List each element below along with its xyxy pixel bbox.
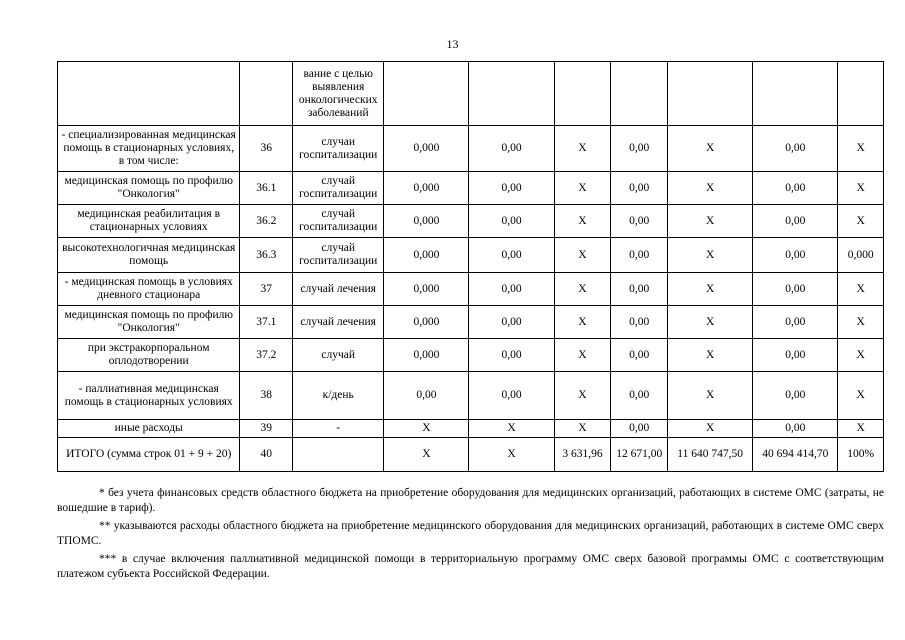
value-cell: X xyxy=(554,273,611,306)
value-cell: 0,00 xyxy=(611,339,668,372)
row-code-cell: 36.1 xyxy=(240,172,293,205)
value-cell: 12 671,00 xyxy=(611,438,668,472)
row-code-cell: 36 xyxy=(240,126,293,172)
row-name-cell: иные расходы xyxy=(58,420,240,438)
value-cell: X xyxy=(668,420,753,438)
value-cell xyxy=(668,62,753,126)
value-cell: X xyxy=(554,372,611,420)
table-row xyxy=(58,126,884,172)
value-cell: X xyxy=(469,420,554,438)
value-cell: X xyxy=(668,339,753,372)
value-cell: 0,00 xyxy=(469,172,554,205)
row-code-cell: 40 xyxy=(240,438,293,472)
value-cell: 0,00 xyxy=(753,372,838,420)
table-row xyxy=(58,420,884,438)
value-cell: X xyxy=(384,420,469,438)
table-row xyxy=(58,205,884,238)
value-cell: X xyxy=(554,306,611,339)
table-row xyxy=(58,339,884,372)
unit-cell: случай госпитализации xyxy=(293,172,384,205)
value-cell xyxy=(469,62,554,126)
value-cell: 0,00 xyxy=(611,273,668,306)
value-cell: 0,00 xyxy=(611,372,668,420)
row-name-cell: медицинская помощь по профилю "Онкология" xyxy=(58,172,240,205)
footnotes xyxy=(57,486,884,585)
row-name-cell: - специализированная медицинская помощь в стационарных условиях, в том числе: xyxy=(58,126,240,172)
value-cell: 0,00 xyxy=(753,126,838,172)
value-cell: X xyxy=(838,372,884,420)
value-cell: X xyxy=(554,172,611,205)
value-cell: X xyxy=(384,438,469,472)
value-cell: 0,00 xyxy=(753,205,838,238)
unit-cell xyxy=(293,438,384,472)
unit-cell: - xyxy=(293,420,384,438)
value-cell: X xyxy=(469,438,554,472)
table-row xyxy=(58,238,884,273)
value-cell: X xyxy=(668,372,753,420)
unit-cell: к/день xyxy=(293,372,384,420)
footnote-2: ** указываются расходы областного бюджета на приобретение медицинского оборудования для медицинских организаций, работающих в системе ОМС сверх ТПОМС. xyxy=(57,520,884,547)
row-code-cell: 37.2 xyxy=(240,339,293,372)
value-cell: X xyxy=(668,238,753,273)
row-name-cell: медицинская помощь по профилю "Онкология" xyxy=(58,306,240,339)
value-cell: 0,000 xyxy=(384,126,469,172)
value-cell: X xyxy=(668,273,753,306)
table-body xyxy=(58,62,884,472)
value-cell: X xyxy=(838,420,884,438)
row-code-cell: 36.3 xyxy=(240,238,293,273)
unit-cell: случай xyxy=(293,339,384,372)
value-cell: 0,00 xyxy=(469,339,554,372)
unit-cell: случай госпитализации xyxy=(293,238,384,273)
table-row xyxy=(58,172,884,205)
table-row xyxy=(58,438,884,472)
footnote-1: * без учета финансовых средств областного бюджета на приобретение оборудования для медицинских организаций, работающих в системе ОМС (затраты, не вошедшие в тариф). xyxy=(57,487,884,514)
row-code-cell: 37 xyxy=(240,273,293,306)
value-cell: X xyxy=(668,172,753,205)
row-code-cell: 37.1 xyxy=(240,306,293,339)
value-cell: 0,00 xyxy=(469,372,554,420)
row-name-cell: при экстракорпоральном оплодотворении xyxy=(58,339,240,372)
value-cell: 0,00 xyxy=(753,420,838,438)
value-cell: 0,000 xyxy=(384,306,469,339)
value-cell: X xyxy=(838,205,884,238)
row-name-cell: медицинская реабилитация в стационарных условиях xyxy=(58,205,240,238)
unit-cell: случай госпитализации xyxy=(293,205,384,238)
value-cell: X xyxy=(554,126,611,172)
value-cell: 0,00 xyxy=(611,172,668,205)
value-cell: 0,00 xyxy=(384,372,469,420)
value-cell xyxy=(838,62,884,126)
unit-cell: случай лечения xyxy=(293,273,384,306)
value-cell: 0,000 xyxy=(384,205,469,238)
financing-table xyxy=(57,61,884,472)
value-cell: 0,00 xyxy=(753,172,838,205)
footnote-3: *** в случае включения паллиативной медицинской помощи в территориальную программу ОМС сверх базовой программы ОМС с соответствующим платежом субъекта Российской Федерации. xyxy=(57,553,884,580)
value-cell: 0,00 xyxy=(753,339,838,372)
table-row xyxy=(58,306,884,339)
unit-cell: вание с целью выявления онкологических заболеваний xyxy=(293,62,384,126)
value-cell: 0,00 xyxy=(753,273,838,306)
value-cell xyxy=(384,62,469,126)
value-cell: X xyxy=(838,126,884,172)
value-cell: X xyxy=(668,306,753,339)
table-row xyxy=(58,372,884,420)
value-cell: 0,00 xyxy=(753,306,838,339)
value-cell: X xyxy=(668,205,753,238)
page-number: 13 xyxy=(446,37,459,51)
value-cell: 0,00 xyxy=(611,205,668,238)
value-cell: 0,00 xyxy=(469,126,554,172)
table-row xyxy=(58,273,884,306)
unit-cell: случай лечения xyxy=(293,306,384,339)
value-cell: 0,000 xyxy=(384,238,469,273)
unit-cell: случаи госпитализации xyxy=(293,126,384,172)
row-name-cell xyxy=(58,62,240,126)
value-cell: 0,000 xyxy=(384,339,469,372)
value-cell: 0,00 xyxy=(611,238,668,273)
value-cell: 11 640 747,50 xyxy=(668,438,753,472)
value-cell: 0,00 xyxy=(469,273,554,306)
value-cell: 0,000 xyxy=(384,172,469,205)
value-cell: 0,000 xyxy=(384,273,469,306)
value-cell: X xyxy=(554,420,611,438)
row-name-cell: - медицинская помощь в условиях дневного стационара xyxy=(58,273,240,306)
value-cell: 0,00 xyxy=(469,205,554,238)
row-code-cell xyxy=(240,62,293,126)
value-cell: 3 631,96 xyxy=(554,438,611,472)
value-cell: X xyxy=(554,339,611,372)
value-cell: X xyxy=(554,205,611,238)
value-cell: 0,00 xyxy=(469,238,554,273)
value-cell: X xyxy=(668,126,753,172)
value-cell: 0,000 xyxy=(838,238,884,273)
row-code-cell: 36.2 xyxy=(240,205,293,238)
value-cell: 0,00 xyxy=(611,126,668,172)
value-cell xyxy=(753,62,838,126)
value-cell: 0,00 xyxy=(469,306,554,339)
value-cell: X xyxy=(554,238,611,273)
value-cell: 0,00 xyxy=(611,306,668,339)
value-cell: 100% xyxy=(838,438,884,472)
value-cell: 0,00 xyxy=(753,238,838,273)
value-cell: X xyxy=(838,273,884,306)
value-cell: X xyxy=(838,306,884,339)
table-row xyxy=(58,62,884,126)
row-name-cell: высокотехнологичная медицинская помощь xyxy=(58,238,240,273)
value-cell: X xyxy=(838,339,884,372)
row-code-cell: 39 xyxy=(240,420,293,438)
value-cell: X xyxy=(838,172,884,205)
value-cell: 40 694 414,70 xyxy=(753,438,838,472)
value-cell: 0,00 xyxy=(611,420,668,438)
row-name-cell: ИТОГО (сумма строк 01 + 9 + 20) xyxy=(58,438,240,472)
value-cell xyxy=(611,62,668,126)
row-name-cell: - паллиативная медицинская помощь в стационарных условиях xyxy=(58,372,240,420)
value-cell xyxy=(554,62,611,126)
row-code-cell: 38 xyxy=(240,372,293,420)
